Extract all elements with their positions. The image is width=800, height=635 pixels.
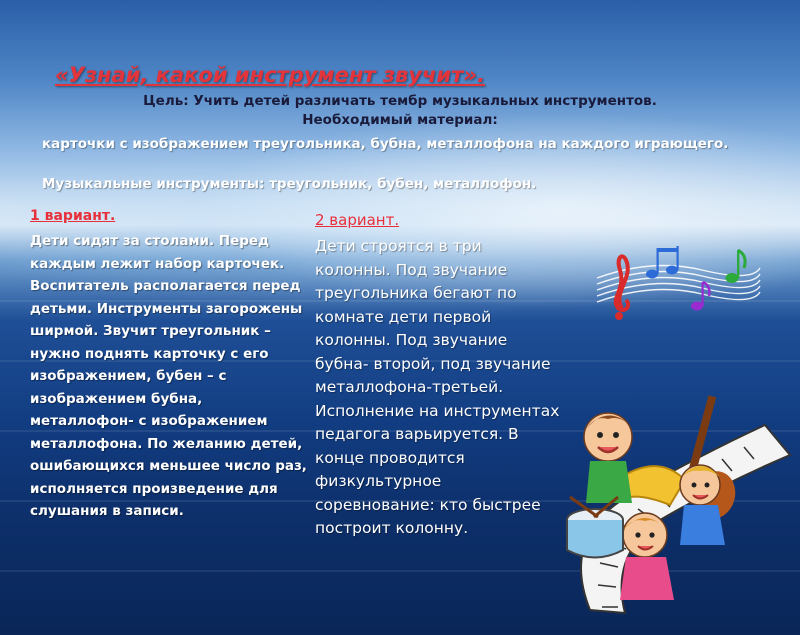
goal-text: Цель: Учить детей различать тембр музыкальных инструментов.: [143, 93, 657, 109]
variant2-text: Дети строятся в три колонны. Под звучание треугольника бегают по комнате дети первой колонны. Под звучание бубна- второй, под звучание металлофона-третьей. Исполнение на инструментах педагога варьируется. В конце проводится физкультурное соревнование: кто быстрее построит колонну.: [315, 237, 560, 537]
material-label: Необходимый материал:: [302, 112, 498, 128]
music-notes-icon: [592, 238, 762, 328]
variant1-heading: 1 вариант.: [30, 208, 116, 224]
children-instruments-illustration: [550, 385, 800, 620]
variant2-heading: 2 вариант.: [315, 211, 400, 229]
variant1-text: Дети сидят за столами. Перед каждым лежит набор карточек. Воспитатель располагается перед детьми. Инструменты загорожены ширмой. Звучит треугольник – нужно поднять карточку с его изображением, бубен – с изображением бубна, металлофон- с изображением металлофона. По желанию детей, ошибающихся меньшее число раз, исполняется произведение для слушания в записи.: [30, 233, 307, 519]
materials-text: карточки с изображением треугольника, бубна, металлофона на каждого играющего.: [42, 136, 729, 152]
instruments-text: Музыкальные инструменты: треугольник, бубен, металлофон.: [42, 176, 537, 192]
slide-title: «Узнай, какой инструмент звучит».: [55, 63, 485, 87]
